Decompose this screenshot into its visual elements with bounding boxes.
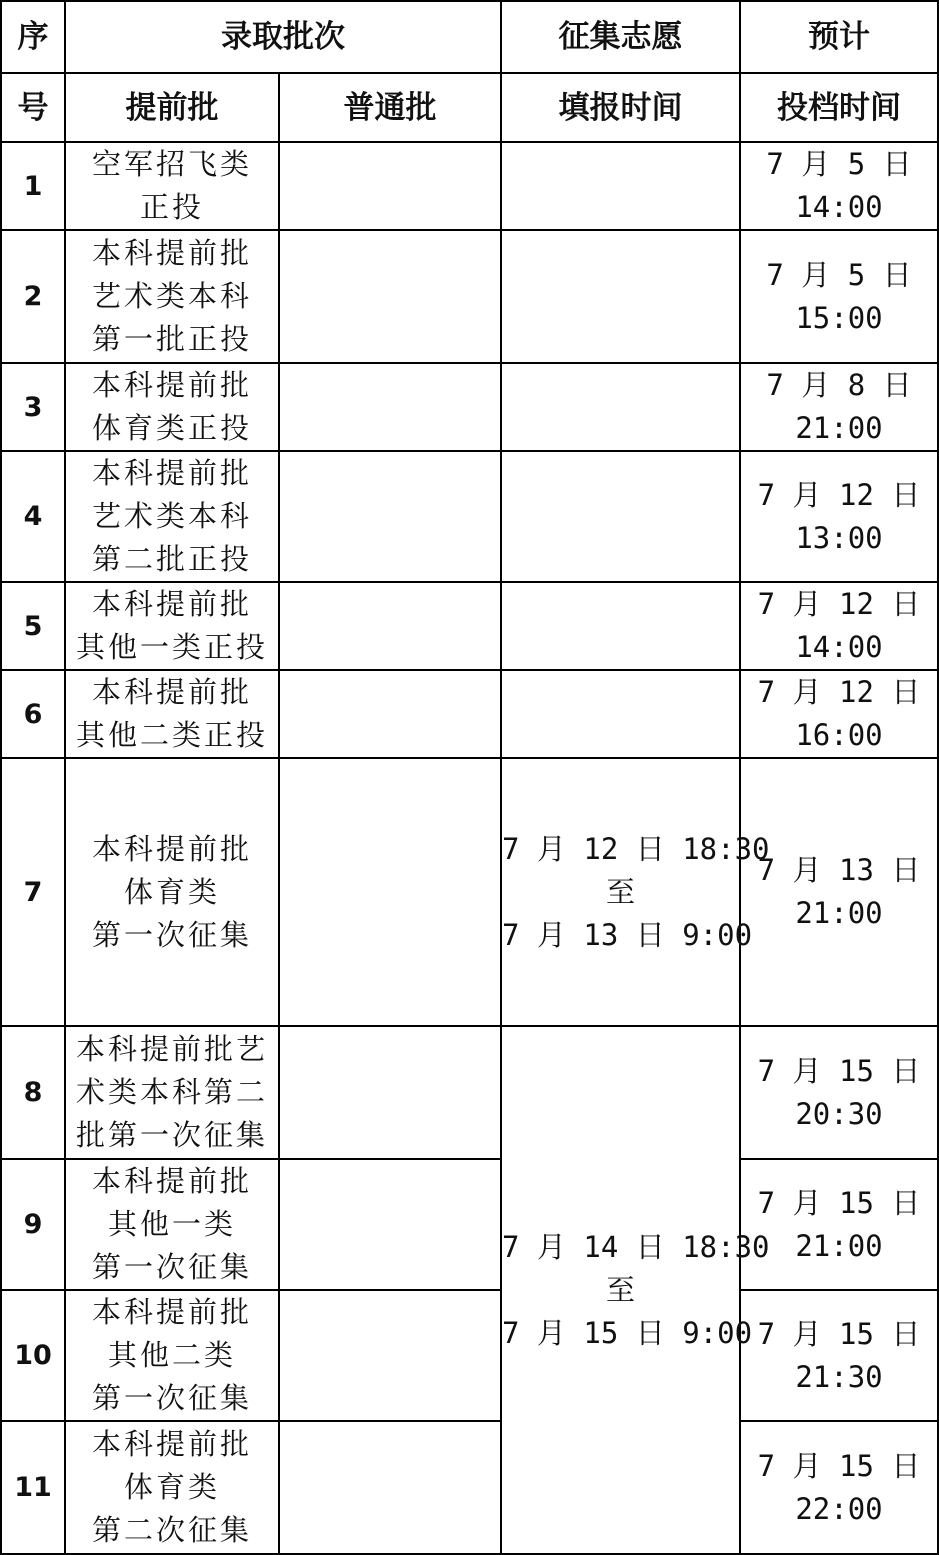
row-number: 10 [1, 1290, 65, 1421]
table-row [1, 363, 938, 451]
expected-clock: 15:00 [795, 300, 883, 335]
regular-batch-cell [279, 1026, 501, 1159]
solicit-time-cell [501, 758, 770, 1026]
expected-header-bottom: 投档时间 [740, 73, 938, 142]
early-batch-cell [65, 1026, 279, 1159]
solicit-start: 7 月 12 日 18:30 [502, 831, 770, 866]
row-number: 6 [1, 670, 65, 758]
row-number: 3 [1, 363, 65, 451]
expected-clock: 14:00 [795, 190, 883, 224]
solicit-end: 7 月 15 日 9:00 [502, 1315, 753, 1350]
early-batch-line: 第二批正投 [91, 542, 252, 576]
early-batch-cell [65, 142, 279, 230]
early-batch-line: 第一次征集 [91, 917, 252, 952]
expected-time-cell [740, 1290, 938, 1421]
expected-date: 7 月 5 日 [766, 147, 912, 181]
early-batch-line: 第一批正投 [91, 322, 252, 356]
solicit-time-cell [501, 670, 740, 758]
expected-clock: 21:30 [795, 1359, 883, 1394]
early-batch-cell [65, 582, 279, 670]
expected-date: 7 月 12 日 [757, 587, 921, 621]
table-row [1, 142, 938, 230]
expected-time-cell [740, 582, 938, 670]
regular-batch-cell [279, 582, 501, 670]
early-batch-cell [65, 758, 279, 1026]
solicit-start: 7 月 14 日 18:30 [502, 1229, 770, 1264]
solicit-header-bottom: 填报时间 [501, 73, 740, 142]
expected-time-cell [740, 230, 938, 363]
early-batch-line: 术类本科第二 [75, 1075, 268, 1109]
solicit-separator: 至 [605, 874, 635, 909]
expected-time-cell [740, 1421, 938, 1554]
early-batch-cell [65, 670, 279, 758]
early-batch-line: 本科提前批 [91, 831, 252, 866]
expected-header-top: 预计 [740, 1, 938, 73]
early-batch-line: 批第一次征集 [75, 1118, 268, 1152]
regular-batch-cell [279, 451, 501, 582]
solicit-time-cell [501, 582, 740, 670]
regular-batch-cell [279, 363, 501, 451]
early-batch-line: 正投 [139, 190, 204, 224]
table-row [1, 1290, 938, 1421]
regular-batch-cell [279, 1290, 501, 1421]
early-batch-line: 第一次征集 [91, 1381, 252, 1415]
expected-clock: 20:30 [795, 1096, 883, 1131]
table-row [1, 758, 938, 1026]
regular-batch-header: 普通批 [279, 73, 501, 142]
early-batch-line: 本科提前批 [91, 368, 252, 402]
regular-batch-cell [279, 758, 501, 1026]
early-batch-line: 本科提前批 [91, 236, 252, 270]
table-row [1, 230, 938, 363]
row-number: 4 [1, 451, 65, 582]
early-batch-cell [65, 1421, 279, 1554]
row-number: 9 [1, 1159, 65, 1290]
header-row-2 [1, 73, 938, 142]
table-row [1, 1026, 938, 1159]
expected-date: 7 月 8 日 [766, 368, 912, 402]
solicit-separator: 至 [605, 1272, 635, 1307]
early-batch-cell [65, 363, 279, 451]
solicit-end: 7 月 13 日 9:00 [502, 917, 753, 952]
early-batch-line: 本科提前批 [91, 456, 252, 490]
early-batch-cell [65, 451, 279, 582]
early-batch-line: 其他一类正投 [75, 630, 268, 664]
expected-time-cell [740, 670, 938, 758]
early-batch-cell [65, 1159, 279, 1290]
table-row [1, 670, 938, 758]
early-batch-cell [65, 1290, 279, 1421]
header-row-1 [1, 1, 938, 73]
early-batch-line: 体育类正投 [91, 411, 252, 445]
early-batch-line: 本科提前批 [91, 675, 252, 709]
row-number: 2 [1, 230, 65, 363]
expected-time-cell [740, 451, 938, 582]
expected-clock: 14:00 [795, 630, 883, 664]
early-batch-line: 本科提前批 [91, 587, 252, 621]
early-batch-line: 空军招飞类 [91, 147, 252, 181]
table-row [1, 1159, 938, 1290]
expected-time-cell [740, 1159, 938, 1290]
regular-batch-cell [279, 1159, 501, 1290]
table-row [1, 582, 938, 670]
early-batch-line: 本科提前批艺 [75, 1032, 268, 1066]
row-number: 8 [1, 1026, 65, 1159]
regular-batch-cell [279, 670, 501, 758]
expected-date: 7 月 12 日 [757, 675, 921, 709]
row-number: 5 [1, 582, 65, 670]
expected-date: 7 月 15 日 [757, 1316, 921, 1351]
expected-date: 7 月 15 日 [757, 1448, 921, 1483]
expected-time-cell [740, 142, 938, 230]
regular-batch-cell [279, 142, 501, 230]
early-batch-line: 其他二类 [107, 1338, 236, 1372]
row-number: 1 [1, 142, 65, 230]
table-row [1, 1421, 938, 1554]
solicit-time-cell [501, 230, 740, 363]
expected-date: 7 月 5 日 [766, 257, 912, 292]
solicit-time-cell [501, 363, 740, 451]
row-number: 7 [1, 758, 65, 1026]
expected-date: 7 月 13 日 [757, 853, 921, 887]
early-batch-line: 体育类 [123, 1470, 220, 1504]
early-batch-header: 提前批 [65, 73, 279, 142]
solicit-time-cell [501, 142, 740, 230]
expected-clock: 22:00 [795, 1491, 883, 1526]
early-batch-line: 其他一类 [107, 1207, 236, 1241]
expected-date: 7 月 15 日 [757, 1053, 921, 1088]
expected-time-cell [740, 1026, 938, 1159]
expected-date: 7 月 12 日 [757, 477, 921, 512]
early-batch-line: 艺术类本科 [91, 279, 252, 313]
solicit-time-cell [501, 1026, 770, 1554]
solicit-header-top: 征集志愿 [501, 1, 740, 73]
early-batch-line: 艺术类本科 [91, 499, 252, 533]
expected-clock: 16:00 [795, 718, 883, 752]
expected-time-cell [740, 363, 938, 451]
expected-clock: 21:00 [795, 896, 883, 930]
early-batch-line: 本科提前批 [91, 1164, 252, 1198]
regular-batch-cell [279, 1421, 501, 1554]
row-number: 11 [1, 1421, 65, 1554]
early-batch-line: 本科提前批 [91, 1295, 252, 1329]
early-batch-line: 本科提前批 [91, 1427, 252, 1461]
regular-batch-cell [279, 230, 501, 363]
early-batch-line: 第二次征集 [91, 1513, 252, 1547]
expected-date: 7 月 15 日 [757, 1185, 921, 1220]
table-row [1, 451, 938, 582]
solicit-time-cell [501, 451, 740, 582]
expected-clock: 21:00 [795, 1228, 883, 1263]
early-batch-line: 其他二类正投 [75, 718, 268, 752]
seq-header-top: 序 [1, 1, 65, 73]
expected-clock: 13:00 [795, 520, 883, 555]
early-batch-line: 第一次征集 [91, 1250, 252, 1284]
expected-clock: 21:00 [795, 411, 883, 445]
early-batch-line: 体育类 [123, 874, 220, 909]
early-batch-cell [65, 230, 279, 363]
batch-header: 录取批次 [65, 1, 501, 73]
seq-header-bottom: 号 [1, 73, 65, 142]
expected-time-cell [740, 758, 938, 1026]
